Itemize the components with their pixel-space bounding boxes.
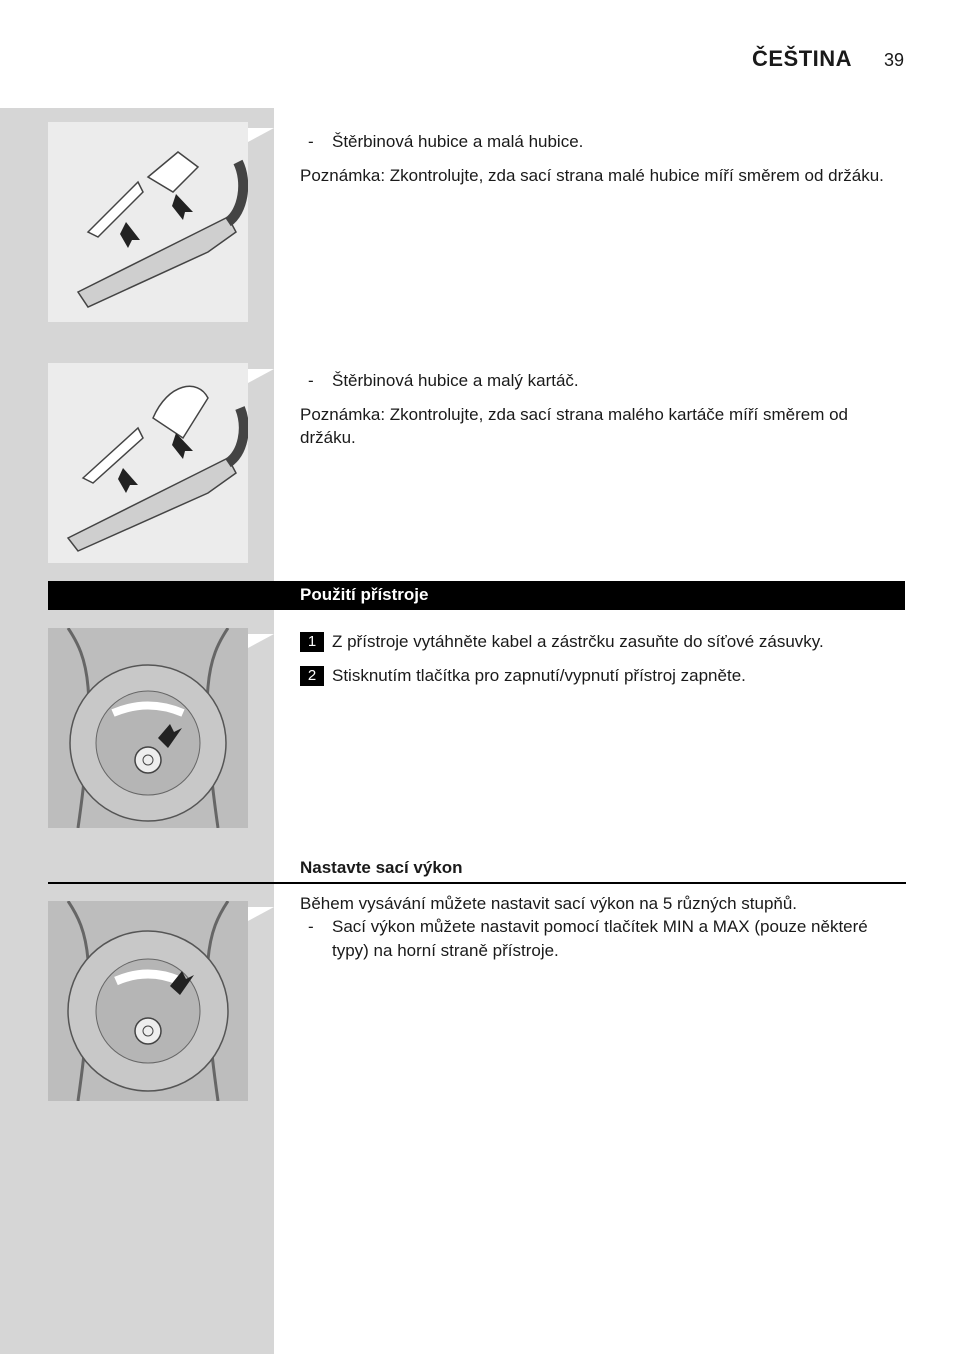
subsection-rule <box>48 882 906 884</box>
steps-list <box>300 630 905 698</box>
block-2 <box>300 369 905 449</box>
list-item: - Sací výkon můžete nastavit pomocí tlačítek MIN a MAX (pouze některé typy) na horní straně přístroje. <box>308 917 868 960</box>
step-number: 1 <box>300 632 324 652</box>
section-heading-bar <box>48 581 905 610</box>
list-item-text: Štěrbinová hubice a malý kartáč. <box>332 371 579 390</box>
step-item <box>300 664 905 688</box>
list-item: - Štěrbinová hubice a malý kartáč. <box>308 371 579 390</box>
figure-crevice-small-nozzle <box>48 122 248 322</box>
list-item-text: Sací výkon můžete nastavit pomocí tlačítek MIN a MAX (pouze některé typy) na horní straně přístroje. <box>332 917 868 960</box>
figure-crevice-small-brush <box>48 363 248 563</box>
list-item: - Štěrbinová hubice a malá hubice. <box>308 132 584 151</box>
figure-notch <box>248 369 274 383</box>
list-item-text: Štěrbinová hubice a malá hubice. <box>332 132 584 151</box>
figure-notch <box>248 634 274 648</box>
figure-notch <box>248 907 274 921</box>
section-title: Použití přístroje <box>300 585 429 604</box>
subsection-body <box>300 892 905 963</box>
step-number: 2 <box>300 666 324 686</box>
step-item <box>300 630 905 654</box>
note-text: Poznámka: Zkontrolujte, zda sací strana malého kartáče míří směrem od držáku. <box>300 405 849 447</box>
intro-text: Během vysávání můžete nastavit sací výkon na 5 různých stupňů. <box>300 894 798 913</box>
page-number: 39 <box>884 50 905 70</box>
step-text: Stisknutím tlačítka pro zapnutí/vypnutí přístroj zapněte. <box>332 666 746 685</box>
subsection-title: Nastavte sací výkon <box>300 858 463 877</box>
figure-power-button <box>48 628 248 828</box>
figure-suction-control <box>48 901 248 1101</box>
step-text: Z přístroje vytáhněte kabel a zástrčku zasuňte do síťové zásuvky. <box>332 632 824 651</box>
note-text: Poznámka: Zkontrolujte, zda sací strana malé hubice míří směrem od držáku. <box>300 166 884 185</box>
header-language: ČEŠTINA <box>752 46 853 71</box>
figure-notch <box>248 128 274 142</box>
block-1 <box>300 130 905 187</box>
